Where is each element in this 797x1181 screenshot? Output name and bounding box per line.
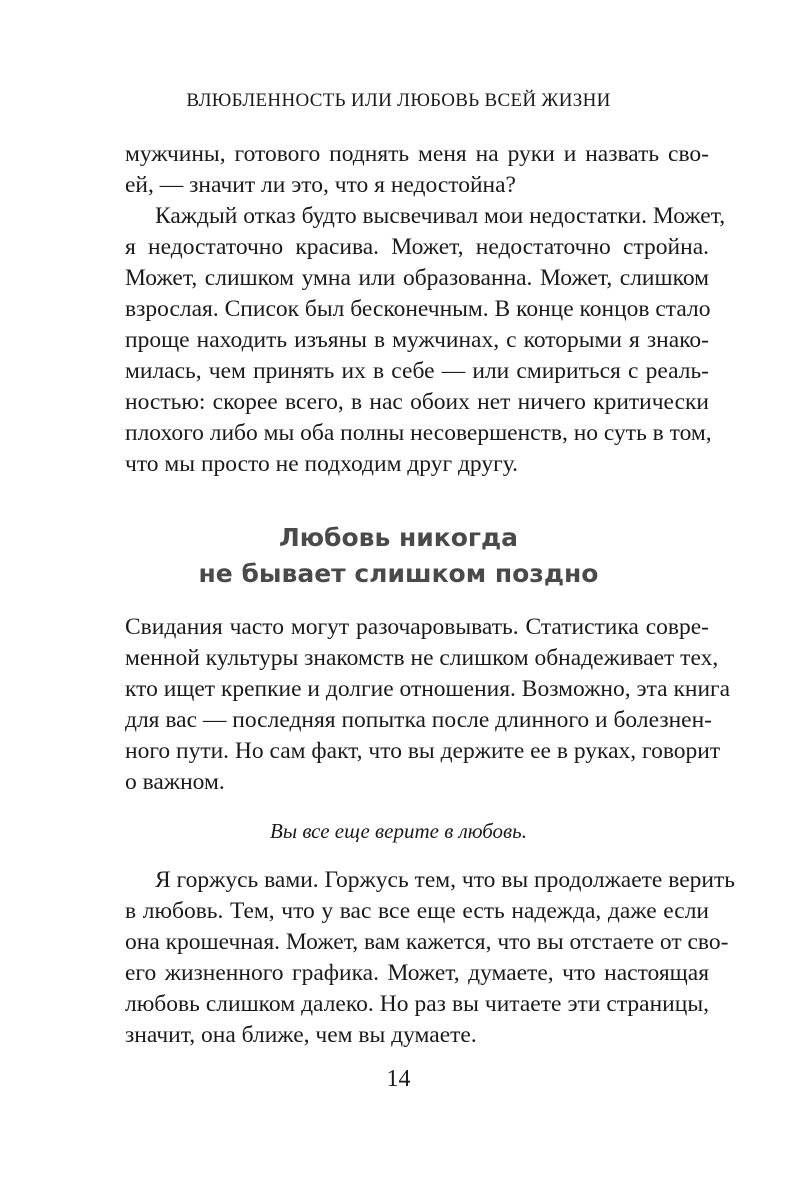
paragraph-line: я недостаточно красива. Может, недостаточно стройна. — [125, 234, 709, 260]
paragraph-line: для вас — последняя попытка после длинного и болезнен- — [125, 707, 713, 733]
paragraph-line: милась, чем принять их в себе — или смириться с реаль- — [125, 358, 709, 384]
paragraph-line: мужчины, готового поднять меня на руки и назвать сво- — [125, 141, 709, 167]
paragraph-line: Может, слишком умна или образованна. Может, слишком — [125, 265, 709, 291]
paragraph-line: любовь слишком далеко. Но раз вы читаете эти страницы, — [125, 991, 709, 1017]
paragraph-line: ного пути. Но сам факт, что вы держите ее в руках, говорит — [125, 738, 721, 764]
section-heading-line: не бывает слишком поздно — [198, 559, 599, 588]
paragraph-line: взрослая. Список был бесконечным. В конце концов стало — [125, 296, 711, 322]
paragraph-line: ей, — значит ли это, что я недостойна? — [125, 172, 516, 198]
paragraph-line: менной культуры знакомств не слишком обнадеживает тех, — [125, 645, 719, 671]
paragraph-line: плохого либо мы оба полны несовершенств, но суть в том, — [125, 420, 712, 446]
paragraph-line: кто ищет крепкие и долгие отношения. Возможно, эта книга — [125, 676, 731, 702]
paragraph-line: значит, она ближе, чем вы думаете. — [125, 1022, 477, 1048]
paragraph-line: Свидания часто могут разочаровывать. Статистика совре- — [125, 614, 709, 640]
paragraph-line: проще находить изъяны в мужчинах, с которыми я знако- — [125, 327, 709, 353]
paragraph-line: ностью: скорее всего, в нас обоих нет ничего критически — [125, 389, 709, 415]
paragraph-line: она крошечная. Может, вам кажется, что вы отстаете от сво- — [125, 929, 729, 955]
paragraph-line: его жизненного графика. Может, думаете, что настоящая — [125, 960, 709, 986]
paragraph-line: Я горжусь вами. Горжусь тем, что вы продолжаете верить — [155, 867, 735, 893]
paragraph-line: Каждый отказ будто высвечивал мои недостатки. Может, — [155, 203, 726, 229]
running-head: ВЛЮБЛЕННОСТЬ ИЛИ ЛЮБОВЬ ВСЕЙ ЖИЗНИ — [186, 90, 611, 111]
page-number: 14 — [386, 1066, 411, 1092]
section-heading-line: Любовь никогда — [278, 523, 519, 552]
epigraph: Вы все еще верите в любовь. — [270, 819, 527, 843]
paragraph-line: в любовь. Тем, что у вас все еще есть надежда, даже если — [125, 898, 709, 924]
paragraph-line: о важном. — [125, 769, 225, 795]
paragraph-line: что мы просто не подходим друг другу. — [125, 451, 519, 477]
